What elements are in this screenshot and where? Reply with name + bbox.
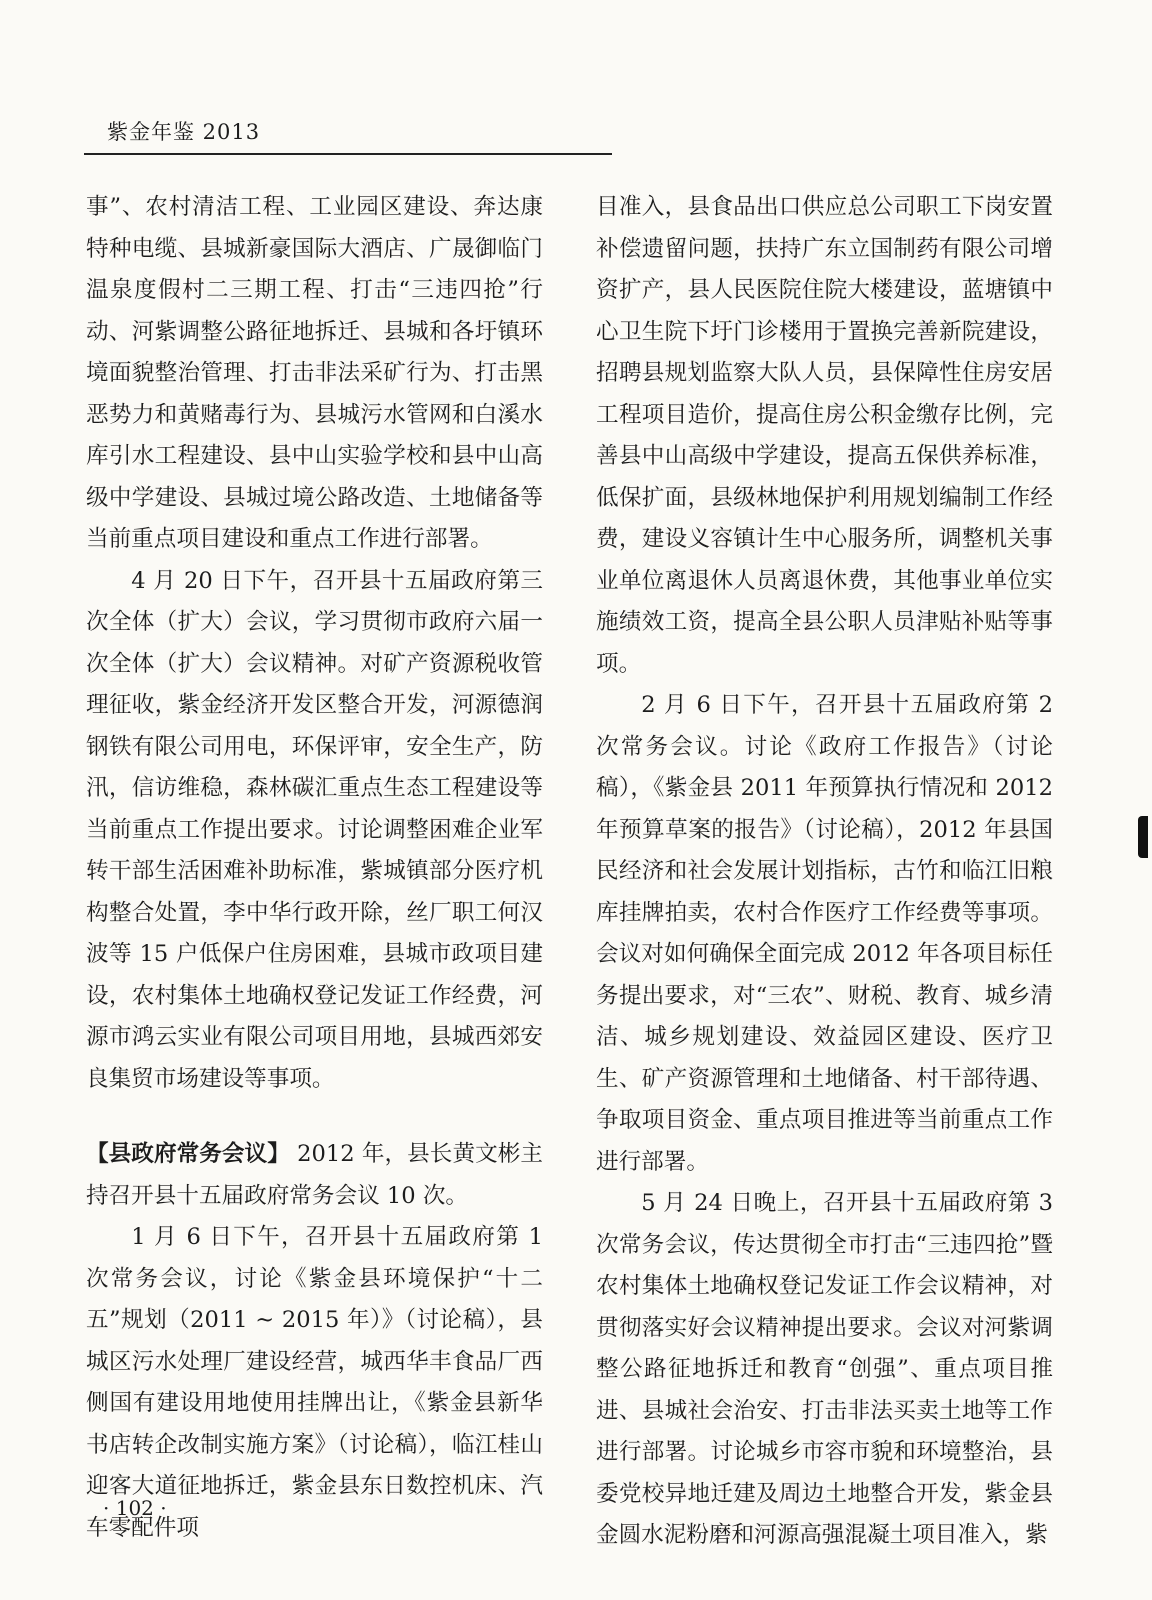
section-paragraph [86, 1134, 543, 1217]
left-column [86, 187, 543, 1549]
page-number: · 102 · [103, 1496, 167, 1520]
paragraph: 目准入，县食品出口供应总公司职工下岗安置补偿遗留问题，扶持广东立国制药有限公司增资扩产，县人民医院住院大楼建设，蓝塘镇中心卫生院下圩门诊楼用于置换完善新院建设，招聘县规划监察大队人员，县保障性住房安居工程项目造价，提高住房公积金缴存比例，完善县中山高级中学建设，提高五保供养标准，低保扩面，县级林地保护利用规划编制工作经费，建设义容镇计生中心服务所，调整机关事业单位离退休人员离退休费，其他事业单位实施绩效工资，提高全县公职人员津贴补贴等事项。 [596, 194, 1053, 677]
paragraph: 5 月 24 日晚上，召开县十五届政府第 3 次常务会议，传达贯彻全市打击“三违四抢”暨农村集体土地确权登记发证工作会议精神，对贯彻落实好会议精神提出要求。会议对河紫调整公路征地拆迁和教育“创强”、重点项目推进、县城社会治安、打击非法买卖土地等工作进行部署。讨论城乡市容市貌和环境整治，县委党校异地迁建及周边土地整合开发，紫金县金圆水泥粉磨和河源高强混凝土项目准入，紫 [596, 1190, 1053, 1548]
paragraph: 事”、农村清洁工程、工业园区建设、奔达康特种电缆、县城新豪国际大酒店、广晟御临门温泉度假村二三期工程、打击“三违四抢”行动、河紫调整公路征地拆迁、县城和各圩镇环境面貌整治管理、打击非法采矿行为、打击黑恶势力和黄赌毒行为、县城污水管网和白溪水库引水工程建设、县中山实验学校和县中山高级中学建设、县城过境公路改造、土地储备等当前重点项目建设和重点工作进行部署。 [86, 194, 543, 552]
scan-edge-mark [1138, 816, 1148, 858]
section-intro: 2012 年，县长黄文彬主持召开县十五届政府常务会议 10 次。 [86, 1141, 543, 1209]
right-column [596, 187, 1053, 1557]
paragraph: 2 月 6 日下午，召开县十五届政府第 2 次常务会议。讨论《政府工作报告》（讨论稿），《紫金县 2011 年预算执行情况和 2012 年预算草案的报告》（讨论稿），2012 年县国民经济和社会发展计划指标，古竹和临江旧粮库挂牌拍卖，农村合作医疗工作经费等事项。会议对如何确保全面完成 2012 年各项目标任务提出要求，对“三农”、财税、教育、城乡清洁、城乡规划建设、效益园区建设、医疗卫生、矿产资源管理和土地储备、村干部待遇、争取项目资金、重点项目推进等当前重点工作进行部署。 [596, 692, 1053, 1175]
paragraph: 1 月 6 日下午，召开县十五届政府第 1 次常务会议，讨论《紫金县环境保护“十二五”规划（2011 ~ 2015 年）》（讨论稿），县城区污水处理厂建设经营，城西华丰食品厂西侧国有建设用地使用挂牌出让，《紫金县新华书店转企改制实施方案》（讨论稿），临江桂山迎客大道征地拆迁，紫金县东日数控机床、汽车零配件项 [86, 1224, 543, 1541]
header-rule [84, 153, 612, 155]
running-header: 紫金年鉴 2013 [107, 120, 261, 144]
paragraph: 4 月 20 日下午，召开县十五届政府第三次全体（扩大）会议，学习贯彻市政府六届一次全体（扩大）会议精神。对矿产资源税收管理征收，紫金经济开发区整合开发，河源德润钢铁有限公司用电，环保评审，安全生产，防汛，信访维稳，森林碳汇重点生态工程建设等当前重点工作提出要求。讨论调整困难企业军转干部生活困难补助标准，紫城镇部分医疗机构整合处置，李中华行政开除，丝厂职工何汉波等 15 户低保户住房困难，县城市政项目建设，农村集体土地确权登记发证工作经费，河源市鸿云实业有限公司项目用地，县城西郊安良集贸市场建设等事项。 [86, 567, 543, 1092]
section-title: 【县政府常务会议】 [86, 1141, 290, 1167]
